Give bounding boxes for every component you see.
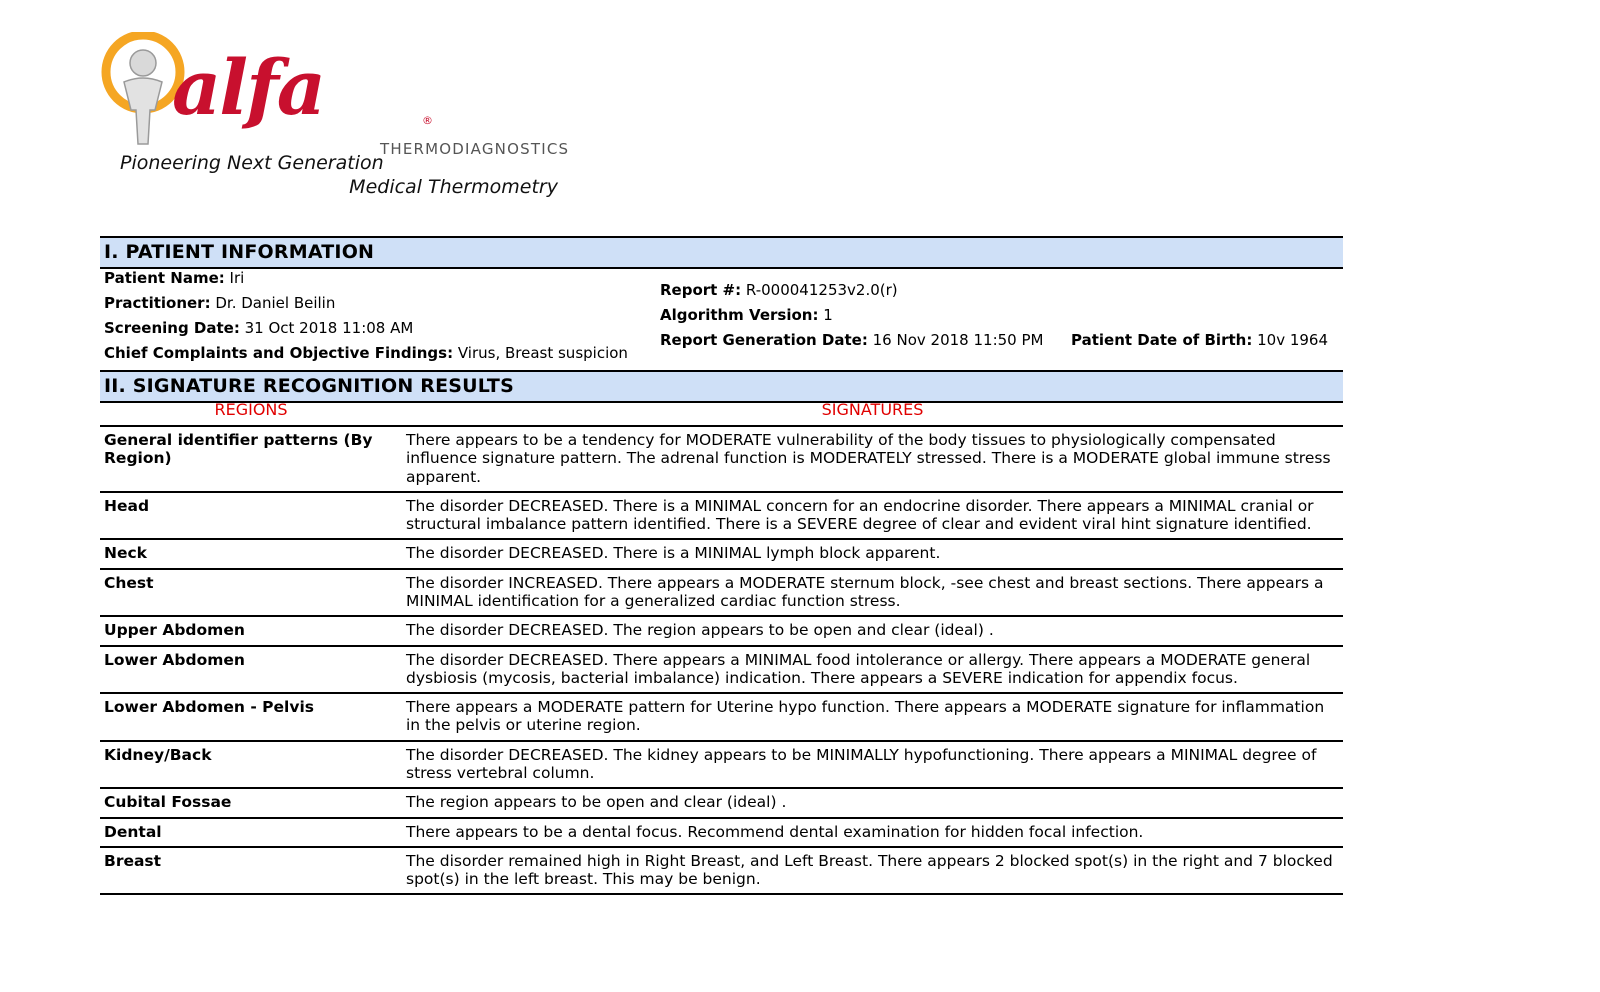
column-header-signatures: SIGNATURES [402, 398, 1343, 426]
column-header-regions: REGIONS [100, 398, 402, 426]
date-of-birth-value: 10v 1964 [1257, 331, 1329, 349]
signature-cell: There appears a MODERATE pattern for Uterine hypo function. There appears a MODERATE signature for inflammation in the pelvis or uterine region. [402, 693, 1343, 741]
region-cell: Kidney/Back [100, 741, 402, 789]
region-cell: Lower Abdomen - Pelvis [100, 693, 402, 741]
table-row [100, 616, 1343, 645]
patient-info-left-column [104, 268, 664, 368]
report-generation-date-value: 16 Nov 2018 11:50 PM [872, 331, 1044, 349]
table-row [100, 646, 1343, 694]
region-cell: Breast [100, 847, 402, 895]
signature-cell: There appears to be a dental focus. Recommend dental examination for hidden focal infection. [402, 818, 1343, 847]
screening-date-label: Screening Date: [104, 319, 240, 337]
patient-info-right-column [660, 280, 1350, 355]
section-heading-signature-results: II. SIGNATURE RECOGNITION RESULTS [100, 370, 1343, 403]
signature-cell: The disorder DECREASED. The region appears to be open and clear (ideal) . [402, 616, 1343, 645]
table-row [100, 741, 1343, 789]
signature-cell: The disorder DECREASED. There appears a MINIMAL food intolerance or allergy. There appears a MODERATE general dysbiosis (mycosis, bacterial imbalance) indication. There appears a SEVERE indication for appendix focus. [402, 646, 1343, 694]
practitioner-row [104, 293, 664, 314]
screening-date-row [104, 318, 664, 339]
table-row [100, 426, 1343, 492]
table-row [100, 539, 1343, 568]
region-cell: Chest [100, 569, 402, 617]
table-row [100, 693, 1343, 741]
practitioner-label: Practitioner: [104, 294, 211, 312]
table-row [100, 818, 1343, 847]
screening-date-value: 31 Oct 2018 11:08 AM [244, 319, 414, 337]
signature-cell: The disorder DECREASED. The kidney appears to be MINIMALLY hypofunctioning. There appears a MINIMAL degree of stress vertebral column. [402, 741, 1343, 789]
logo-wordmark: alfa [172, 43, 325, 132]
date-of-birth-label: Patient Date of Birth: [1071, 331, 1253, 349]
report-number-row [660, 280, 1350, 301]
patient-name-value: Iri [229, 269, 245, 287]
table-row [100, 492, 1343, 540]
region-cell: Cubital Fossae [100, 788, 402, 817]
signature-cell: The region appears to be open and clear (ideal) . [402, 788, 1343, 817]
region-cell: Neck [100, 539, 402, 568]
tagline-line-2: Medical Thermometry [349, 175, 558, 198]
region-cell: Head [100, 492, 402, 540]
algorithm-version-row [660, 305, 1350, 326]
tagline [100, 152, 560, 200]
region-cell: Lower Abdomen [100, 646, 402, 694]
tagline-line-1: Pioneering Next Generation [120, 152, 384, 174]
practitioner-value: Dr. Daniel Beilin [215, 294, 336, 312]
patient-name-label: Patient Name: [104, 269, 225, 287]
table-row [100, 847, 1343, 895]
report-header [100, 28, 570, 200]
chief-complaints-label: Chief Complaints and Objective Findings: [104, 344, 454, 362]
patient-name-row [104, 268, 664, 289]
table-body [100, 426, 1343, 894]
table-row [100, 569, 1343, 617]
logo [100, 28, 570, 158]
signature-cell: The disorder DECREASED. There is a MINIMAL lymph block apparent. [402, 539, 1343, 568]
report-generation-row [660, 330, 1350, 351]
algorithm-version-value: 1 [823, 306, 833, 324]
signature-results-table [100, 398, 1343, 895]
region-cell: Upper Abdomen [100, 616, 402, 645]
region-cell: General identifier patterns (By Region) [100, 426, 402, 492]
table-row [100, 788, 1343, 817]
signature-cell: The disorder remained high in Right Breast, and Left Breast. There appears 2 blocked spot(s) in the right and 7 blocked spot(s) in the left breast. This may be benign. [402, 847, 1343, 895]
report-generation-date-label: Report Generation Date: [660, 331, 868, 349]
signature-cell: There appears to be a tendency for MODERATE vulnerability of the body tissues to physiologically compensated influence signature pattern. The adrenal function is MODERATELY stressed. There is a MODERATE global immune stress apparent. [402, 426, 1343, 492]
registered-mark-icon: ® [422, 114, 433, 127]
report-number-label: Report #: [660, 281, 742, 299]
chief-complaints-value: Virus, Breast suspicion [457, 344, 628, 362]
algorithm-version-label: Algorithm Version: [660, 306, 819, 324]
region-cell: Dental [100, 818, 402, 847]
section-heading-patient-information: I. PATIENT INFORMATION [100, 236, 1343, 269]
chief-complaints-row [104, 343, 664, 364]
signature-cell: The disorder DECREASED. There is a MINIMAL concern for an endocrine disorder. There appears a MINIMAL cranial or structural imbalance pattern identified. There is a SEVERE degree of clear and evident viral hint signature identified. [402, 492, 1343, 540]
logo-subtitle: THERMODIAGNOSTICS [380, 140, 570, 158]
report-number-value: R-000041253v2.0(r) [745, 281, 898, 299]
table-header-row [100, 398, 1343, 426]
signature-cell: The disorder INCREASED. There appears a MODERATE sternum block, -see chest and breast sections. There appears a MINIMAL identification for a generalized cardiac function stress. [402, 569, 1343, 617]
